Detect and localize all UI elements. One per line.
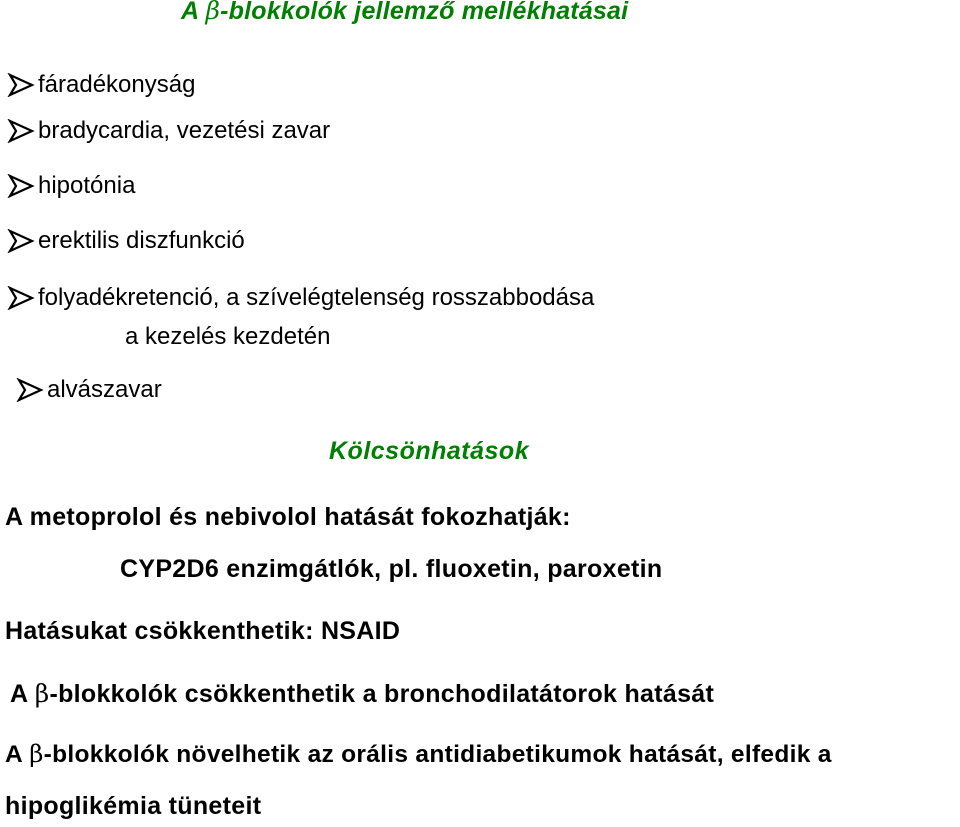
bullet-text: bradycardia, vezetési zavar — [38, 117, 331, 144]
list-item — [7, 224, 245, 258]
title-rest: -blokkolók jellemző mellékhatásai — [220, 0, 629, 25]
title-beta: β — [205, 0, 221, 25]
interaction-line — [10, 679, 714, 709]
beta-symbol: β — [34, 679, 50, 708]
interaction-line: A metoprolol és nebivolol hatását fokozhatják: — [5, 503, 571, 531]
arrowhead-bullet-icon — [7, 229, 35, 253]
page-title — [181, 0, 628, 26]
arrowhead-bullet-icon — [7, 174, 35, 198]
line-rest: -blokkolók csökkenthetik a bronchodilatátorok hatását — [49, 680, 715, 708]
line-prefix: A — [10, 680, 35, 708]
list-item — [7, 281, 594, 315]
list-item — [7, 68, 195, 102]
arrowhead-bullet-icon — [7, 119, 35, 143]
arrowhead-bullet-icon — [16, 378, 44, 402]
bullet-text: hipotónia — [38, 172, 136, 199]
beta-symbol: β — [29, 739, 44, 768]
line-rest: -blokkolók növelhetik az orális antidiabetikumok hatását, elfedik a — [43, 741, 832, 768]
interaction-line: hipoglikémia tüneteit — [5, 792, 262, 820]
list-item — [16, 373, 162, 407]
list-item — [7, 169, 135, 203]
section-title: Kölcsönhatások — [329, 437, 530, 465]
bullet-text: fáradékonyság — [38, 71, 196, 98]
list-item — [7, 114, 330, 148]
bullet-text: folyadékretenció, a szívelégtelenség rosszabbodása — [38, 284, 595, 311]
arrowhead-bullet-icon — [7, 286, 35, 310]
interaction-line: Hatásukat csökkenthetik: NSAID — [5, 617, 401, 645]
arrowhead-bullet-icon — [7, 73, 35, 97]
bullet-text: alvászavar — [47, 376, 162, 403]
interaction-line: CYP2D6 enzimgátlók, pl. fluoxetin, paroxetin — [120, 555, 663, 583]
bullet-text: erektilis diszfunkció — [38, 227, 245, 254]
bullet-continuation: a kezelés kezdetén — [125, 323, 331, 350]
title-prefix: A — [181, 0, 206, 25]
interaction-line — [5, 739, 832, 769]
line-prefix: A — [5, 741, 30, 768]
